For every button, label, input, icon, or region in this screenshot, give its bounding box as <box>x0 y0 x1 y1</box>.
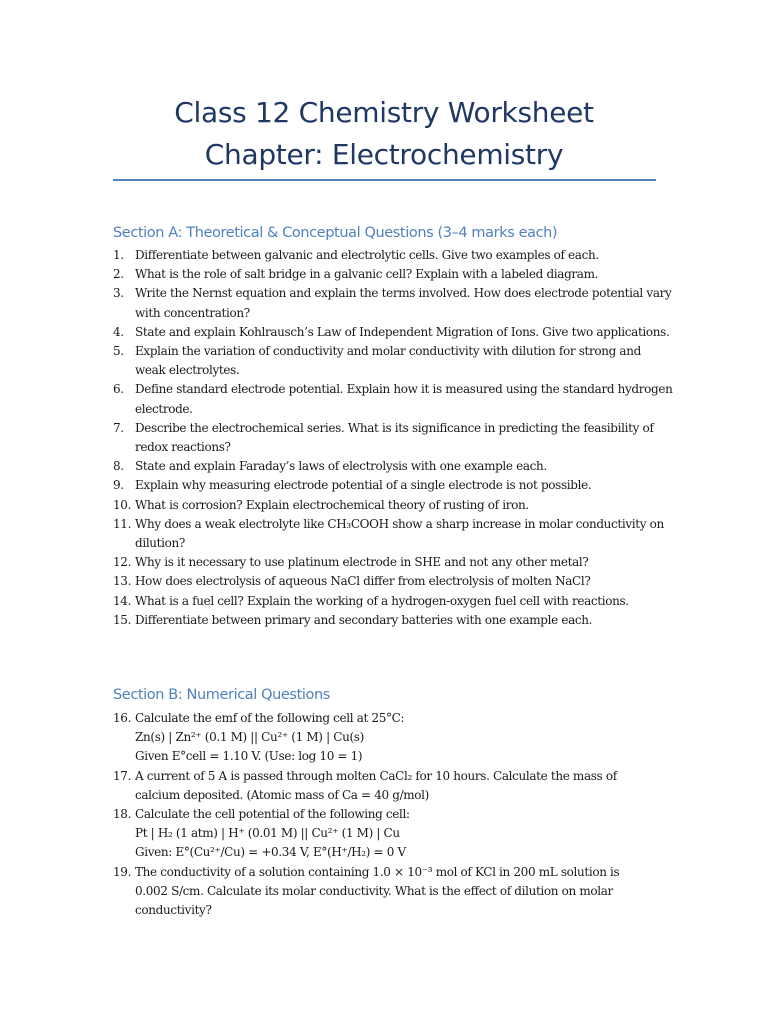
question-line: The conductivity of a solution containing 1.0 × 10⁻³ mol of KCl in 200 mL solution is <box>135 864 620 879</box>
question-number: 5. <box>113 344 124 359</box>
question-number: 8. <box>113 459 124 474</box>
question-line: Calculate the emf of the following cell at 25°C: <box>135 711 405 725</box>
question-text: State and explain Kohlrausch’s Law of Independent Migration of Ions. Give two applications. <box>135 324 670 339</box>
question-number: 7. <box>113 420 124 435</box>
section-a-question-list <box>113 246 673 630</box>
question-text: What is corrosion? Explain electrochemical theory of rusting of iron. <box>135 497 529 512</box>
question-line: Pt | H₂ (1 atm) | H⁺ (0.01 M) || Cu²⁺ (1 M) | Cu <box>135 826 400 841</box>
question-number: 3. <box>113 286 124 301</box>
question-item <box>113 592 673 611</box>
question-item <box>113 342 673 380</box>
question-number: 2. <box>113 267 124 282</box>
question-text: Differentiate between primary and secondary batteries with one example each. <box>135 612 593 627</box>
question-line: A current of 5 A is passed through molten CaCl₂ for 10 hours. Calculate the mass of <box>135 768 617 783</box>
question-line: Given: E°(Cu²⁺/Cu) = +0.34 V, E°(H⁺/H₂) = 0 V <box>135 845 406 860</box>
question-number: 16. <box>113 711 132 725</box>
question-text: Why does a weak electrolyte like CH₃COOH show a sharp increase in molar conductivity on dilution? <box>135 516 664 551</box>
question-line: Given E°cell = 1.10 V. (Use: log 10 = 1) <box>135 749 363 764</box>
question-item <box>113 496 673 515</box>
question-number: 13. <box>113 574 132 589</box>
question-number: 19. <box>113 864 132 879</box>
question-text: Why is it necessary to use platinum electrode in SHE and not any other metal? <box>135 555 589 570</box>
question-number: 14. <box>113 593 132 608</box>
question-line: 0.002 S/cm. Calculate its molar conductivity. What is the effect of dilution on molar <box>135 883 613 898</box>
question-number: 11. <box>113 516 132 531</box>
question-line: Calculate the cell potential of the following cell: <box>135 807 410 822</box>
question-line: conductivity? <box>135 903 212 918</box>
question-text: How does electrolysis of aqueous NaCl differ from electrolysis of molten NaCl? <box>135 574 591 589</box>
question-text: Describe the electrochemical series. What is its significance in predicting the feasibility of redox reactions? <box>135 420 654 455</box>
question-text: Explain the variation of conductivity and molar conductivity with dilution for strong and weak electrolytes. <box>135 344 641 378</box>
question-item <box>113 419 673 457</box>
section-a-heading: Section A: Theoretical & Conceptual Questions (3–4 marks each) <box>113 225 558 241</box>
question-item <box>113 284 673 322</box>
question-text: What is a fuel cell? Explain the working of a hydrogen-oxygen fuel cell with reactions. <box>135 593 629 608</box>
question-item <box>113 380 673 418</box>
question-item <box>113 246 673 265</box>
question-item <box>113 457 673 476</box>
question-item <box>113 767 673 805</box>
question-item <box>113 611 673 630</box>
question-item <box>113 323 673 342</box>
question-text: Define standard electrode potential. Explain how it is measured using the standard hydrogen electrode. <box>135 382 673 416</box>
question-number: 6. <box>113 382 124 397</box>
section-b-question-list <box>113 709 673 920</box>
question-text: Write the Nernst equation and explain the terms involved. How does electrode potential vary with concentration? <box>135 286 672 320</box>
question-item <box>113 476 673 495</box>
question-item <box>113 709 673 767</box>
question-item <box>113 572 673 591</box>
question-number: 9. <box>113 478 124 493</box>
question-line: calcium deposited. (Atomic mass of Ca = 40 g/mol) <box>135 787 429 802</box>
question-item <box>113 515 673 553</box>
question-item <box>113 863 673 921</box>
chapter-title: Chapter: Electrochemistry <box>204 138 564 171</box>
question-number: 17. <box>113 768 132 783</box>
question-text: What is the role of salt bridge in a galvanic cell? Explain with a labeled diagram. <box>135 267 599 282</box>
question-number: 12. <box>113 555 132 570</box>
question-text: State and explain Faraday’s laws of electrolysis with one example each. <box>135 459 547 474</box>
question-item <box>113 265 673 284</box>
section-b-heading: Section B: Numerical Questions <box>113 687 330 703</box>
title-divider <box>113 179 656 181</box>
question-item <box>113 805 673 863</box>
question-text: Explain why measuring electrode potential of a single electrode is not possible. <box>135 478 592 493</box>
question-text: Differentiate between galvanic and electrolytic cells. Give two examples of each. <box>135 248 599 262</box>
question-item <box>113 553 673 572</box>
question-number: 1. <box>113 248 124 262</box>
question-number: 4. <box>113 324 124 339</box>
worksheet-title: Class 12 Chemistry Worksheet <box>174 96 594 129</box>
question-line: Zn(s) | Zn²⁺ (0.1 M) || Cu²⁺ (1 M) | Cu(s) <box>135 730 364 745</box>
question-number: 15. <box>113 612 132 627</box>
question-number: 10. <box>113 497 132 512</box>
question-number: 18. <box>113 807 132 822</box>
